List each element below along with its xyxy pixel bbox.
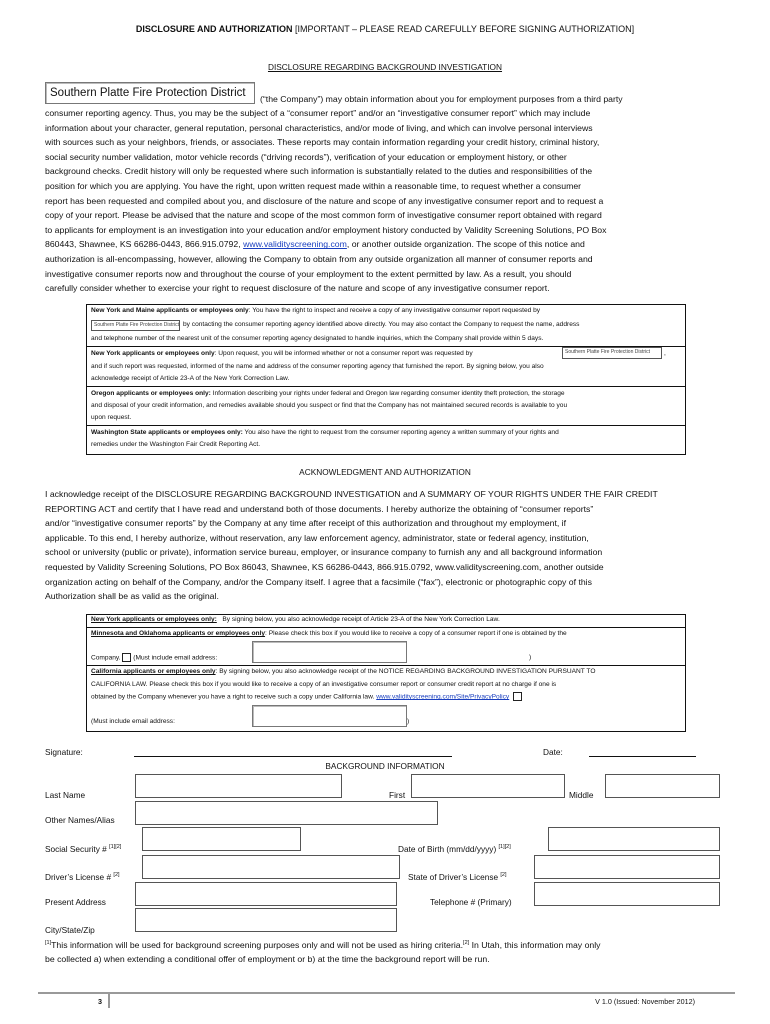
validity-link[interactable]: www.validityscreening.com bbox=[243, 239, 347, 250]
privacy-policy-link[interactable]: www.validityscreening.com/Site/PrivacyPolicy bbox=[376, 693, 510, 701]
city-label: City/State/Zip bbox=[45, 925, 95, 935]
address-input[interactable] bbox=[135, 882, 397, 906]
ny-company-field[interactable]: Southern Platte Fire Protection District bbox=[562, 347, 662, 359]
date-label: Date: bbox=[543, 747, 563, 757]
divider bbox=[86, 665, 686, 666]
mn-ok-ack: Minnesota and Oklahoma applicants or employees only: Please check this box if you would like to receive a copy of a consumer report if one is obtained by the bbox=[91, 630, 567, 637]
city-input[interactable] bbox=[135, 908, 397, 932]
ca-copy-checkbox[interactable] bbox=[513, 692, 522, 701]
ny-notice-text: and if such report was requested, informed of the name and address of the consumer reporting agency that furnished the report. By signing below, you also bbox=[91, 363, 544, 370]
signature-label: Signature: bbox=[45, 747, 83, 757]
disclosure-line: (“the Company”) may obtain information about you for employment purposes from a third party bbox=[260, 94, 623, 104]
divider bbox=[86, 386, 686, 387]
drivers-license-label: Driver’s License # [2] bbox=[45, 871, 120, 882]
middle-name-label: Middle bbox=[569, 790, 594, 800]
disclosure-subtitle: DISCLOSURE REGARDING BACKGROUND INVESTIGATION bbox=[267, 62, 503, 72]
other-names-label: Other Names/Alias bbox=[45, 815, 115, 825]
ny-ack: New York applicants or employees only: By signing below, you also acknowledge receipt of Article 23-A of the New York Correction Law. bbox=[91, 616, 500, 623]
oregon-notice: Oregon applicants or employees only: Information describing your rights under federal and Oregon law regarding consumer identity theft protection, the storage bbox=[91, 390, 565, 397]
disclosure-paragraph: consumer reporting agency. Thus, you may be the subject of a “consumer report” and/or an “investigative consumer report” which may include information about your character, general reputation, personal characteristics, and/or mode of living, and which can involve personal interviews with sources such as your neighbors, friends, or associates. These reports may contain information regarding your credit history, criminal history, social security number validation, motor vehicle records (“driving records”), verification of your education or employment history, or other background checks. Credit history will only be requested where such information is substantially related to the duties and responsibilities of the position for which you are applying. You have the right, upon written request made within a reasonable time, to request whether a consumer report has been requested and compiled about you, and disclosure of the nature and scope of any investigative consumer report and to request a copy of your report. Please be advised that the nature and scope of the most common form of investigative consumer report obtained with regard to applicants for employment is an investigation into your education and/or employment history conducted by Validity Screening Solutions, PO Box 860443, Shawnee, KS 66286-0443, 866.915.0792, www.validityscreening.com, or another outside organization. The scope of this notice and authorization is all-encompassing, however, allowing the Company to obtain from any outside organization all manner of consumer reports and investigative consumer reports now and throughout the course of your employment to the extent permitted by law. As a result, you should carefully consider whether to exercise your right to request disclosure of the nature and scope of any investigative consumer report. bbox=[45, 108, 607, 294]
phone-label: Telephone # (Primary) bbox=[430, 897, 512, 907]
ca-ack: California applicants or employees only: By signing below, you also acknowledge receipt of the NOTICE REGARDING BACKGROUND INVESTIGATION PURSUANT TO bbox=[91, 668, 596, 675]
document-title: DISCLOSURE AND AUTHORIZATION [IMPORTANT – PLEASE READ CAREFULLY BEFORE SIGNING AUTHORIZATION] bbox=[135, 24, 635, 34]
punctuation: ) bbox=[529, 654, 532, 661]
divider bbox=[86, 627, 686, 628]
dl-state-input[interactable] bbox=[534, 855, 720, 879]
dob-label: Date of Birth (mm/dd/yyyy) [1][2] bbox=[398, 843, 511, 854]
oregon-notice-text: and disposal of your credit information, and remedies available should you suspect or find that the Company has not maintained secured records is available to you bbox=[91, 402, 568, 409]
oregon-notice-text: upon request. bbox=[91, 414, 132, 421]
mn-ok-copy-checkbox[interactable] bbox=[122, 653, 131, 662]
background-heading: BACKGROUND INFORMATION bbox=[325, 761, 445, 771]
ca-email-label: (Must include email address: bbox=[91, 718, 175, 725]
company-name-field[interactable]: Southern Platte Fire Protection District bbox=[45, 82, 255, 104]
page-number: 3 bbox=[98, 997, 102, 1006]
mn-ok-company-line: Company. (Must include email address: bbox=[91, 654, 218, 662]
footer-divider bbox=[108, 994, 110, 1008]
dob-input[interactable] bbox=[548, 827, 720, 851]
washington-notice: Washington State applicants or employees only: You also have the right to request from the consumer reporting agency a written summary of your rights and bbox=[91, 429, 559, 436]
ack-heading: ACKNOWLEDGMENT AND AUTHORIZATION bbox=[299, 467, 471, 477]
drivers-license-input[interactable] bbox=[142, 855, 400, 879]
other-names-input[interactable] bbox=[135, 801, 438, 825]
signature-line[interactable] bbox=[134, 756, 452, 757]
middle-name-input[interactable] bbox=[605, 774, 720, 798]
ny-notice-text: acknowledge receipt of Article 23-A of the New York Correction Law. bbox=[91, 375, 290, 382]
ny-maine-notice-text: by contacting the consumer reporting agency identified above directly. You may also contact the Company to request the name, address bbox=[183, 321, 580, 328]
ny-maine-notice: New York and Maine applicants or employees only: You have the right to inspect and receive a copy of any investigative consumer report requested by bbox=[91, 307, 541, 314]
ny-maine-company-field[interactable]: Southern Platte Fire Protection District bbox=[91, 320, 180, 331]
punctuation: , bbox=[664, 350, 666, 357]
ca-email-input[interactable] bbox=[252, 705, 410, 727]
first-name-label: First bbox=[389, 790, 406, 800]
ssn-input[interactable] bbox=[142, 827, 301, 851]
date-line[interactable] bbox=[589, 756, 696, 757]
washington-notice-text: remedies under the Washington Fair Credit Reporting Act. bbox=[91, 441, 261, 448]
ny-notice: New York applicants or employees only: Upon request, you will be informed whether or not a consumer report was requested by bbox=[91, 350, 473, 357]
version-label: V 1.0 (Issued: November 2012) bbox=[595, 997, 695, 1006]
first-name-input[interactable] bbox=[411, 774, 565, 798]
dl-state-label: State of Driver’s License [2] bbox=[408, 871, 507, 882]
ny-maine-notice-text: and telephone number of the nearest unit of the consumer reporting agency designated to handle inquiries, which the Company shall provide within 5 days. bbox=[91, 335, 544, 342]
footer-rule bbox=[38, 992, 735, 994]
last-name-input[interactable] bbox=[135, 774, 342, 798]
last-name-label: Last Name bbox=[45, 790, 86, 800]
divider bbox=[86, 425, 686, 426]
mn-ok-email-input[interactable] bbox=[252, 641, 407, 663]
punctuation: ) bbox=[407, 718, 410, 725]
ack-paragraph: I acknowledge receipt of the DISCLOSURE REGARDING BACKGROUND INVESTIGATION and A SUMMARY OF YOUR RIGHTS UNDER THE FAIR CREDIT REPORTING ACT and certify that I have read and understand both of those documents. I hereby authorize the obtaining of “consumer reports” and/or “investigative consumer reports” by the Company at any time after receipt of this authorization and throughout my employment, if applicable. To this end, I hereby authorize, without reservation, any law enforcement agency, administrator, state or federal agency, institution, school or university (public or private), information service bureau, employer, or insurance company to furnish any and all background information requested by Validity Screening Solutions, PO Box 86043, Shawnee, KS 66286-0443, 866.915.0792, www.validityscreening.com, another outside organization acting on behalf of the Company, and/or the Company itself. I agree that a facsimile (“fax”), electronic or photographic copy of this Authorization shall be as valid as the original. bbox=[45, 489, 658, 602]
address-label: Present Address bbox=[45, 897, 106, 907]
ca-ack-text: CALIFORNIA LAW. Please check this box if you would like to receive a copy of an investigative consumer report or consumer credit report at no charge if one is bbox=[91, 681, 557, 688]
ssn-label: Social Security # [1][2] bbox=[45, 843, 122, 854]
phone-input[interactable] bbox=[534, 882, 720, 906]
ca-ack-text: obtained by the Company whenever you have a right to receive such a copy under California law. www.validityscreening.com/Site/PrivacyPolicy bbox=[91, 692, 522, 703]
footnote: [1]This information will be used for background screening purposes only and will not be used as hiring criteria.[2] In Utah, this information may only be collected a) when extending a conditional offer of employment or b) at the time the background report will be run. bbox=[45, 939, 601, 965]
